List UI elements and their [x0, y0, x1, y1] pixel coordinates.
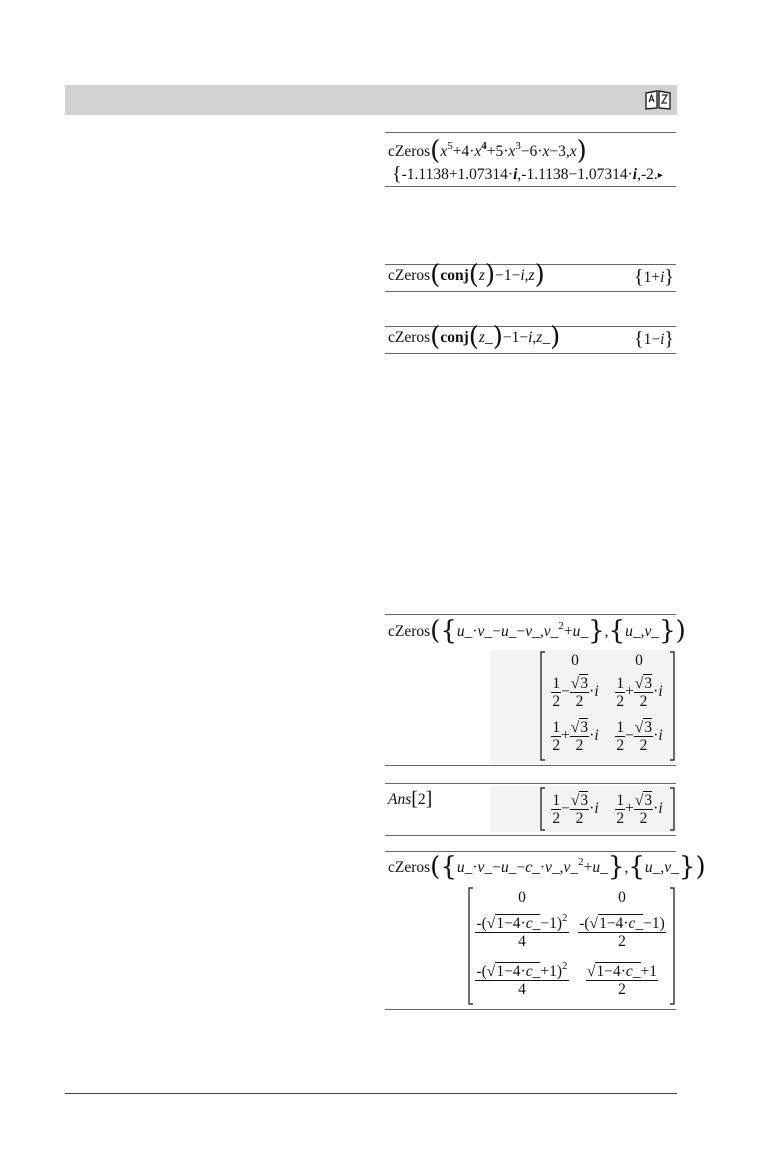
entry-1-result: {-1.1138+1.07314·i,-1.1138−1.07314·i,-2.▸	[392, 163, 663, 185]
entry-5-input: Ans[2]	[388, 788, 433, 810]
entry-divider	[385, 1009, 676, 1010]
entry-divider	[385, 132, 676, 133]
entry-3-result: {1−i}	[633, 328, 674, 350]
page-header-bar	[65, 85, 677, 115]
entry-divider	[385, 783, 676, 784]
catalog-book-icon	[645, 90, 671, 110]
entry-divider	[385, 765, 676, 766]
entry-2-input: cZeros(conj(z)−1−i,z)	[388, 260, 545, 290]
entry-divider	[385, 264, 676, 265]
entry-3-input: cZeros(conj(z_)−1−i,z_)	[388, 322, 561, 352]
entry-4-matrix: 0 0 $\frac{1}{2}$ − $\frac{√3}{2}$ · i $\frac{1}{2}$ + $\frac{√3}{2}$ · i $\frac{1}{2}$ + $\frac{√3}{2}$ · i $\frac{1}{2}$ − $\frac{√3}{2}$ · i	[552, 652, 663, 754]
entry-divider	[385, 186, 676, 187]
entry-divider	[385, 291, 676, 292]
entry-6-matrix: 0 0 $\frac{-(√1-4\cdot c\_-1)^2}{4}$ $\frac{-(√1-4\cdot c\_-1)}{2}$ $\frac{-(√1-4\cdot c\_+1)^2}{4}$ $\frac{√1-4\cdot c\_+1}{2}$	[476, 889, 665, 998]
entry-2-result: {1+i}	[633, 266, 674, 288]
entry-5-matrix: $\frac{1}{2}$ − $\frac{√3}{2}$ · i $\frac{1}{2}$ + $\frac{√3}{2}$ · i	[552, 791, 663, 827]
entry-divider	[385, 614, 676, 615]
entry-1-input: $cZeros(x^5+4\cdot x^4+5\cdot x^3-6\cdot x-3,x)$	[388, 136, 587, 166]
entry-divider	[385, 353, 676, 354]
entry-4-input: cZeros({u_·v_−u_−v_,v_$^2$+u_},{u_,v_})	[388, 616, 686, 646]
entry-6-input: cZeros({u_·v_−u_−c_·v_,v_$^2$+u_},{u_,v_})	[388, 852, 706, 882]
entry-divider	[385, 326, 676, 327]
footer-rule	[65, 1093, 677, 1094]
entry-divider	[385, 835, 676, 836]
